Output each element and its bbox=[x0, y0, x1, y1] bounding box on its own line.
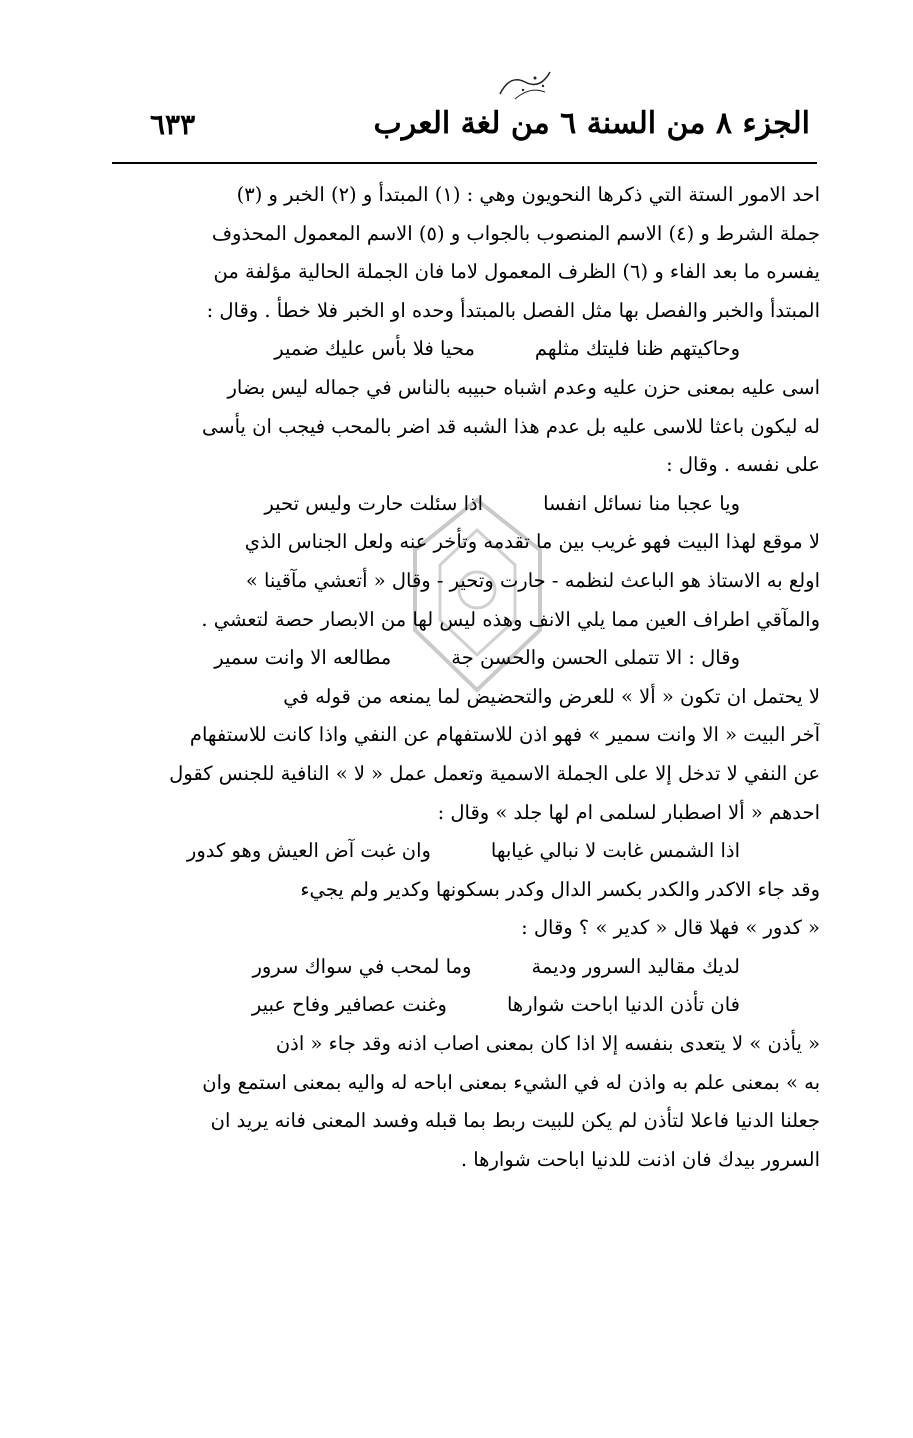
verse-line bbox=[100, 832, 820, 871]
prose-line: عن النفي لا تدخل إلا على الجملة الاسمية وتعمل عمل « لا » النافية للجنس كقول bbox=[169, 761, 820, 785]
prose-line: والمآقي اطراف العين مما يلي الانف وهذه ليس لها من الابصار حصة لتعشي . bbox=[201, 607, 820, 631]
prose-line: وقد جاء الاكدر والكدر بكسر الدال وكدر بسكونها وكدير ولم يجيء bbox=[300, 877, 820, 901]
prose-line: يفسره ما بعد الفاء و (٦) الظرف المعمول لاما فان الجملة الحالية مؤلفة من bbox=[213, 260, 820, 284]
verse-hemistich-second: محيا فلا بأس عليك ضمير bbox=[274, 337, 475, 361]
verse-hemistich-second: مطالعه الا وانت سمير bbox=[214, 646, 392, 670]
verse-hemistich-first: لديك مقاليد السرور وديمة bbox=[531, 954, 740, 978]
verse-line bbox=[100, 948, 820, 987]
prose-line: جملة الشرط و (٤) الاسم المنصوب بالجواب و (٥) الاسم المعمول المحذوف bbox=[211, 221, 820, 245]
prose-line: « كدور » فهلا قال « كدير » ؟ وقال : bbox=[521, 916, 820, 940]
prose-line: على نفسه . وقال : bbox=[666, 453, 820, 477]
verse-line bbox=[100, 485, 820, 524]
page-header bbox=[110, 106, 810, 158]
verse-line bbox=[100, 986, 820, 1025]
prose-line: احدهم « ألا اصطبار لسلمى ام لها جلد » وقال : bbox=[437, 800, 820, 824]
prose-line: جعلنا الدنيا فاعلا لتأذن لم يكن للبيت ربط بما قبله وفسد المعنى فانه يريد ان bbox=[210, 1109, 820, 1133]
prose-line: المبتدأ والخبر والفصل بها مثل الفصل بالمبتدأ وحده او الخبر فلا خطأ . وقال : bbox=[206, 298, 820, 322]
prose-line: اسى عليه بمعنى حزن عليه وعدم اشباه حبيبه بالناس في جماله ليس بضار bbox=[227, 375, 820, 399]
running-title: الجزء ٨ من السنة ٦ من لغة العرب bbox=[373, 106, 810, 141]
verse-hemistich-first: وقال : الا تتملى الحسن والحسن جة bbox=[451, 646, 740, 670]
header-rule bbox=[112, 162, 817, 164]
verse-hemistich-second: وما لمحب في سواك سرور bbox=[252, 954, 472, 978]
verse-line bbox=[100, 639, 820, 678]
verse-hemistich-first: اذا الشمس غابت لا نبالي غيابها bbox=[490, 839, 740, 863]
prose-line: « يأذن » لا يتعدى بنفسه إلا اذا كان بمعنى اصاب اذنه وقد جاء « اذن bbox=[275, 1032, 820, 1056]
verse-hemistich-second: وان غبت آض العيش وهو كدور bbox=[186, 839, 431, 863]
verse-hemistich-first: فان تأذن الدنيا اباحت شوارها bbox=[506, 993, 740, 1017]
verse-hemistich-second: اذا سئلت حارت وليس تحير bbox=[264, 491, 484, 515]
prose-line: لا يحتمل ان تكون « ألا » للعرض والتحضيض لما يمنعه من قوله في bbox=[283, 684, 820, 708]
ink-ornament-icon bbox=[495, 64, 565, 104]
verse-hemistich-first: وحاكيتهم ظنا فليتك مثلهم bbox=[534, 337, 740, 361]
prose-line: آخر البيت « الا وانت سمير » فهو اذن للاستفهام عن النفي واذا كانت للاستفهام bbox=[189, 723, 820, 747]
verse-hemistich-second: وغنت عصافير وفاح عبير bbox=[251, 993, 447, 1017]
prose-line: السرور بيدك فان اذنت للدنيا اباحت شوارها . bbox=[460, 1147, 820, 1171]
body-text bbox=[100, 176, 820, 1179]
prose-line: به » بمعنى علم به واذن له في الشيء بمعنى اباحه له واليه بمعنى استمع وان bbox=[202, 1070, 820, 1094]
prose-line: له ليكون باعثا للاسى عليه بل عدم هذا الشبه قد اضر بالمحب فيجب ان يأسى bbox=[201, 414, 820, 438]
verse-hemistich-first: ويا عجبا منا نسائل انفسا bbox=[543, 491, 740, 515]
page-number: ٦٣٣ bbox=[150, 108, 196, 141]
prose-line: احد الامور الستة التي ذكرها النحويون وهي : (١) المبتدأ و (٢) الخبر و (٣) bbox=[236, 183, 820, 206]
verse-line bbox=[100, 330, 820, 369]
prose-line: لا موقع لهذا البيت فهو غريب بين ما تقدمه وتأخر عنه ولعل الجناس الذي bbox=[244, 530, 820, 554]
prose-line: اولع به الاستاذ هو الباعث لنظمه - حارت وتحير - وقال « أتعشي مآقينا » bbox=[245, 568, 820, 592]
